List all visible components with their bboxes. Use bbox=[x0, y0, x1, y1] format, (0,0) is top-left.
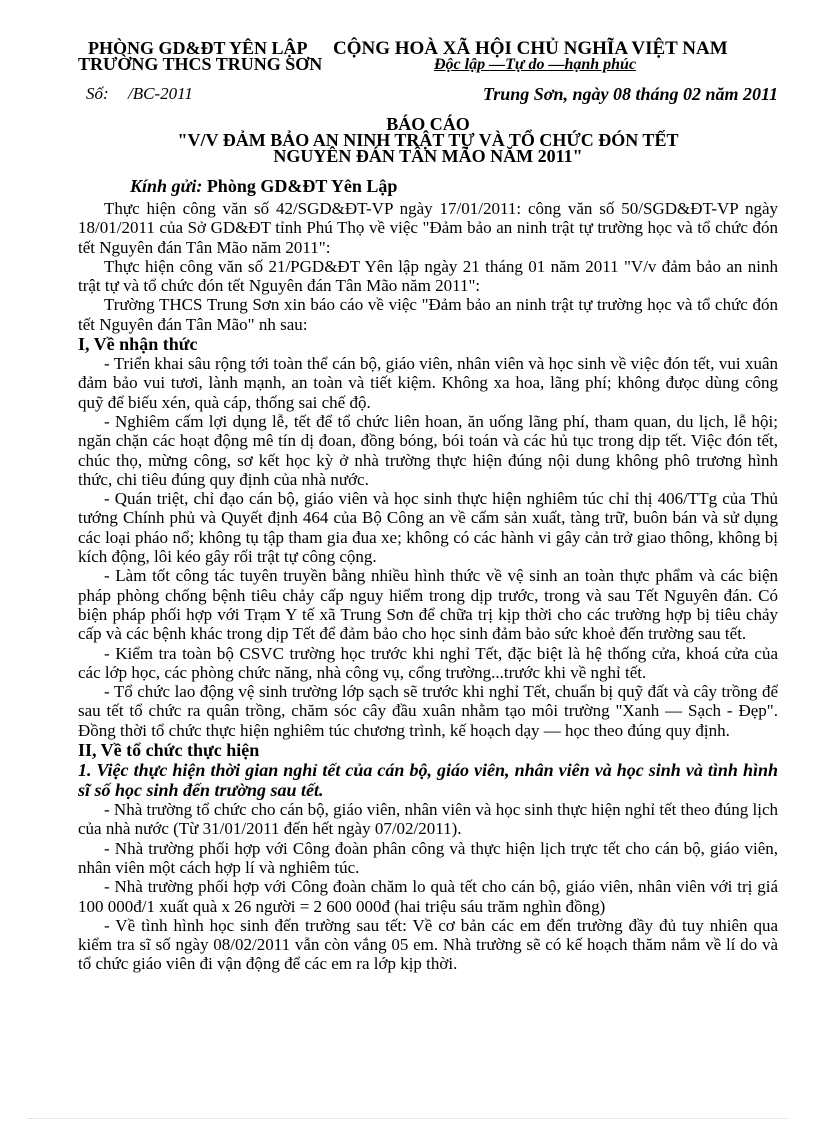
intro-paragraph: Thực hiện công văn số 21/PGD&ĐT Yên lập ngày 21 tháng 01 năm 2011 "V/v đảm bảo an ninh trật tự và tổ chức đón tết Nguyên đán Tân Mão năm 2011": bbox=[78, 256, 778, 296]
recipient-value: Phòng GD&ĐT Yên Lập bbox=[206, 176, 398, 196]
section-2-paragraph: - Nhà trường tổ chức cho cán bộ, giáo viên, nhân viên và học sinh thực hiện nghỉ tết theo đúng lịch của nhà nước (Từ 31/01/2011 đến hết ngày 07/02/2011). bbox=[78, 800, 778, 839]
section-2-paragraph: - Nhà trường phối hợp với Công đoàn chăm lo quà tết cho cán bộ, giáo viên, nhân viên với trị giá 100 000đ/1 xuất quà x 26 người = 2 600 000đ (hai triệu sáu trăm nghìn đồng) bbox=[78, 877, 778, 916]
title-line-1: BÁO CÁO bbox=[386, 114, 470, 134]
document-number-label: Số: bbox=[86, 84, 109, 103]
document-page bbox=[78, 38, 778, 974]
title-line-3: NGUYÊN ĐÁN TÂN MÃO NĂM 2011" bbox=[273, 146, 583, 166]
recipient-label: Kính gửi: bbox=[130, 176, 203, 196]
document-number bbox=[86, 84, 193, 104]
page-bottom-divider bbox=[28, 1118, 788, 1119]
section-1-heading: I, Về nhận thức bbox=[78, 334, 198, 355]
section-1-paragraph: - Làm tốt công tác tuyên truyền bằng nhiều hình thức về vệ sinh an toàn thực phẩm và các biện pháp phòng chống bệnh tiêu chảy cấp nguy hiểm trong dịp trước, trong và sau Tết Nguyên đán. Có biện pháp phối hợp với Trạm Y tế xã Trung Sơn để chữa trị kịp thời cho các trường hợp bị tiêu chảy cấp và các bệnh khác trong dịp Tết để đảm bảo cho học sinh đảm bảo sức khoẻ đến trường sau tết. bbox=[78, 566, 778, 644]
section-1-paragraph: - Nghiêm cấm lợi dụng lễ, tết để tổ chức liên hoan, ăn uống lãng phí, tham quan, du lịch, lễ hội; ngăn chặn các hoạt động mê tín dị đoan, đồng bóng, bói toán và các hủ tục trong dịp tết. Việc đón tết, chúc thọ, mừng công, sơ kết học kỳ ở nhà trường thực hiện đúng nội dung không phô trương hình thức, chi tiêu đúng quy định của nhà nước. bbox=[78, 411, 778, 489]
document-date: Trung Sơn, ngày 08 tháng 02 năm 2011 bbox=[482, 84, 778, 104]
document-title bbox=[78, 116, 778, 164]
section-1-paragraph: - Tổ chức lao động vệ sinh trường lớp sạch sẽ trước khi nghỉ Tết, chuẩn bị quỹ đất và cây trồng để sau tết tổ chức ra quân trồng, chăm sóc cây đầu xuân nhằm tạo môi trường "Xanh — Sạch - Đẹp". Đồng thời tổ chức thực hiện nghiêm túc chương trình, kế hoạch dạy — học theo đúng quy định. bbox=[78, 682, 778, 740]
intro-paragraph: Trường THCS Trung Sơn xin báo cáo về việc "Đảm bảo an ninh trật tự trường học và tổ chức đón tết Nguyên đán Tân Mão" nh sau: bbox=[78, 295, 778, 334]
intro-paragraph: Thực hiện công văn số 42/SGD&ĐT-VP ngày 17/01/2011: công văn số 50/SGD&ĐT-VP ngày 18/01/2011 của Sở GD&ĐT tỉnh Phú Thọ về việc "Đảm bảo an ninh trật tự trường học và tổ chức đón tết Nguyên đán Tân Mão năm 2011": bbox=[78, 199, 778, 257]
section-2-paragraph: - Về tình hình học sinh đến trường sau tết: Về cơ bản các em đến trường đầy đủ tuy nhiên qua kiểm tra sĩ số ngày 08/02/2011 vẫn còn vắng 05 em. Nhà trường sẽ có kế hoạch thăm nắm về lí do và tổ chức giáo viên đi vận động để các em ra lớp kịp thời. bbox=[78, 915, 778, 974]
section-1-paragraph: - Kiểm tra toàn bộ CSVC trường học trước khi nghỉ Tết, đặc biệt là hệ thống cửa, khoá cửa của các lớp học, các phòng chức năng, nhà công vụ, cổng trường...trước khi về nghỉ tết. bbox=[78, 643, 778, 682]
org-name: PHÒNG GD&ĐT YÊN LẬP bbox=[88, 38, 308, 58]
section-2-paragraph: - Nhà trường phối hợp với Công đoàn phân công và thực hiện lịch trực tết cho cán bộ, giáo viên, nhân viên một cách hợp lí và nghiêm túc. bbox=[78, 838, 778, 877]
nation-motto: Độc lập —Tự do —hạnh phúc bbox=[434, 56, 637, 73]
document-header bbox=[78, 38, 778, 118]
recipient bbox=[130, 176, 778, 197]
document-number-value: /BC-2011 bbox=[128, 84, 193, 103]
section-2-subheading: 1. Việc thực hiện thời gian nghỉ tết của cán bộ, giáo viên, nhân viên và học sinh và tình hình sĩ số học sinh đến trường sau tết. bbox=[78, 760, 778, 801]
section-2-heading: II, Về tổ chức thực hiện bbox=[78, 740, 260, 761]
section-1-paragraph: - Triển khai sâu rộng tới toàn thể cán bộ, giáo viên, nhân viên và học sinh về việc đón tết, vui xuân đảm bảo vui tươi, lành mạnh, an toàn và tiết kiệm. Không xa hoa, lãng phí; không đưọc dùng công quỹ để biếu xén, quà cáp, thống sai chế độ. bbox=[78, 354, 778, 412]
nation-title: CỘNG HOÀ XÃ HỘI CHỦ NGHĨA VIỆT NAM bbox=[333, 38, 728, 59]
school-name: TRƯỜNG THCS TRUNG SƠN bbox=[78, 54, 323, 74]
title-line-2: "V/V ĐẢM BẢO AN NINH TRẬT TỰ VÀ TỔ CHỨC ĐÓN TẾT bbox=[177, 130, 679, 150]
section-1-paragraph: - Quán triệt, chỉ đạo cán bộ, giáo viên và học sinh thực hiện nghiêm túc chỉ thị 406/TTg của Thủ tướng Chính phủ và Quyết định 464 của Bộ Công an về cấm sản xuất, tàng trữ, buôn bán và sử dụng các loại pháo nổ; không tụ tập tham gia đua xe; không có các hành vi gây cản trở giao thông, không bị kích động, lôi kéo gây rối trật tự công cộng. bbox=[78, 489, 778, 567]
